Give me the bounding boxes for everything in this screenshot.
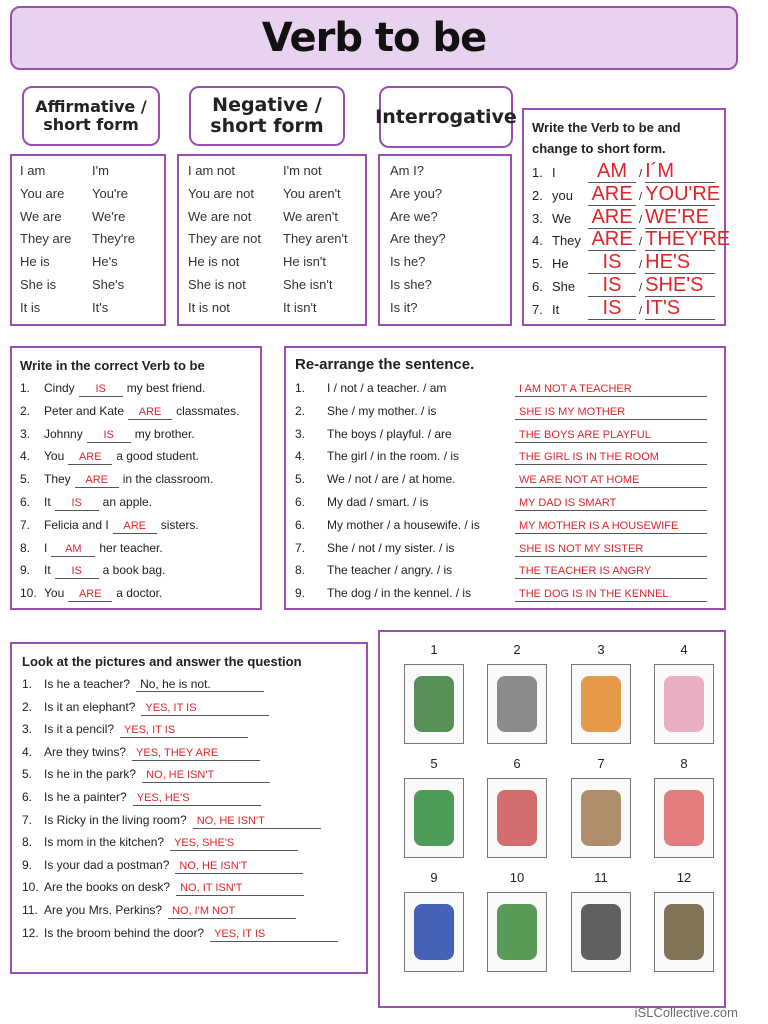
verb-answer: AM (51, 543, 95, 557)
table-cell: Are they? (390, 231, 446, 247)
sentence-prompt: The boys / playful. / are (327, 426, 452, 441)
sentence-answer: SHE IS MY MOTHER (515, 406, 707, 420)
short-form-answer: SHE'S (645, 274, 715, 297)
table-cell: You are (20, 185, 65, 201)
sentence-answer: I AM NOT A TEACHER (515, 383, 707, 397)
item-number: 10. (20, 586, 37, 601)
verb-answer: ARE (128, 406, 172, 420)
item-number: 7. (295, 540, 306, 555)
correct-verb-row (20, 446, 199, 466)
table-cell: Am I? (390, 163, 424, 178)
football-player-shape (414, 676, 454, 732)
picture-question-row (22, 810, 362, 830)
books-icon (487, 892, 547, 972)
short-form-title-2: change to short form. (532, 141, 666, 156)
affirmative-header (22, 86, 160, 146)
question-answer: YES, IT IS (120, 724, 248, 738)
question-text: Is the broom behind the door? (44, 925, 205, 940)
table-cell: It is (20, 299, 41, 315)
table-cell: It is not (188, 299, 230, 315)
sentence-start: You (44, 449, 65, 464)
short-form-answer: IT'S (645, 297, 715, 320)
question-text: Is your dad a postman? (44, 857, 170, 872)
question-answer: YES, SHE'S (170, 837, 298, 851)
sentence-answer: THE DOG IS IN THE KENNEL (515, 588, 707, 602)
rearrange-title: Re-arrange the sentence. (295, 356, 475, 373)
short-form-row (532, 206, 722, 228)
picture-number: 2 (513, 642, 521, 657)
verb-answer: ARE (113, 520, 157, 534)
question-answer: NO, I'M NOT (168, 905, 296, 919)
sentence-prompt: She / my mother. / is (327, 403, 437, 418)
picture-question-row (22, 764, 362, 784)
question-text: Is it a pencil? (44, 722, 115, 737)
interrogative-header-label: Interrogative (375, 105, 517, 128)
sentence-answer: MY DAD IS SMART (515, 497, 707, 511)
businessman-shape (581, 904, 621, 960)
picture-number: 8 (680, 756, 688, 771)
sentence-prompt: My dad / smart. / is (327, 495, 429, 509)
separator: / (636, 236, 646, 249)
item-number: 6. (295, 517, 306, 532)
sentence-answer: THE BOYS ARE PLAYFUL (515, 429, 707, 443)
twins-shape (664, 676, 704, 732)
short-form-answer: THEY'RE (645, 228, 731, 251)
correct-verb-row (20, 378, 205, 398)
table-cell: You are not (188, 185, 255, 201)
rearrange-row (295, 446, 715, 466)
separator: / (636, 304, 646, 317)
item-subject: We (552, 210, 572, 226)
math-board-shape (414, 790, 454, 846)
rearrange-row (295, 424, 715, 444)
item-number: 6. (22, 790, 33, 804)
table-cell: He's (92, 254, 118, 270)
correct-verb-row (20, 424, 195, 444)
painter-icon (487, 778, 547, 858)
rearrange-row (295, 401, 715, 421)
question-answer: NO, HE ISN'T (175, 860, 303, 874)
item-number: 1. (532, 165, 543, 180)
picture-number: 7 (597, 756, 605, 771)
verb-answer: IS (79, 383, 123, 397)
table-cell: We are (20, 208, 62, 224)
question-text: Are you Mrs. Perkins? (44, 903, 163, 917)
living-room-icon (571, 778, 631, 858)
table-cell: He isn't (283, 254, 326, 270)
table-cell: We are not (188, 208, 252, 224)
sentence-prompt: The dog / in the kennel. / is (327, 586, 472, 601)
table-cell: He is not (188, 254, 240, 270)
item-number: 2. (532, 187, 543, 203)
sentence-start: Cindy (44, 381, 75, 395)
sentence-end: her teacher. (99, 540, 163, 555)
item-number: 5. (295, 472, 306, 487)
separator: / (636, 259, 646, 272)
correct-verb-title: Write in the correct Verb to be (20, 358, 205, 373)
picture-question-row (22, 855, 362, 875)
picture-number: 6 (513, 756, 521, 771)
item-number: 6. (295, 495, 306, 509)
picture-question-row (22, 674, 362, 694)
table-cell: He is (20, 254, 50, 270)
table-cell: It's (92, 299, 109, 315)
rearrange-row (295, 583, 715, 603)
item-subject: I (552, 165, 556, 180)
item-number: 11. (22, 903, 38, 917)
item-number: 3. (20, 426, 31, 441)
picture-question-row (22, 787, 362, 807)
sentence-answer: WE ARE NOT AT HOME (515, 474, 707, 488)
pictures-question-title: Look at the pictures and answer the question (22, 654, 302, 669)
question-text: Is Ricky in the living room? (44, 812, 187, 827)
sentence-prompt: She / not / my sister. / is (327, 540, 455, 555)
table-cell: Is he? (390, 254, 426, 270)
verb-answer: IS (588, 251, 636, 274)
question-answer: YES, IT IS (210, 928, 338, 942)
broom-icon (654, 892, 714, 972)
picture-number: 4 (680, 642, 688, 657)
item-number: 3. (532, 210, 543, 226)
picture-question-row (22, 900, 362, 920)
table-cell: I am not (188, 163, 235, 178)
rearrange-row (295, 560, 715, 580)
table-cell: I'm not (283, 163, 322, 178)
negative-header (189, 86, 345, 146)
picture-number: 10 (509, 870, 525, 885)
affirmative-header-label: Affirmative / short form (35, 97, 147, 134)
kitchen-mom-shape (664, 790, 704, 846)
item-number: 7. (22, 812, 33, 827)
elephant-icon (487, 664, 547, 744)
item-number: 3. (295, 426, 306, 441)
question-answer: No, he is not. (136, 678, 264, 692)
sentence-end: a doctor. (116, 586, 163, 601)
table-cell: I am (20, 163, 46, 178)
item-number: 5. (20, 472, 31, 487)
item-number: 4. (22, 744, 33, 759)
sentence-end: my best friend. (126, 381, 206, 395)
item-number: 7. (20, 517, 31, 532)
item-subject: He (552, 256, 569, 272)
separator: / (636, 168, 646, 180)
negative-long-col (188, 160, 261, 320)
verb-answer: ARE (68, 451, 112, 465)
item-number: 6. (20, 495, 31, 509)
separator: / (636, 213, 646, 226)
table-cell: They are (20, 231, 72, 247)
math-board-icon (404, 778, 464, 858)
elephant-shape (497, 676, 537, 732)
sentence-prompt: The teacher / angry. / is (327, 563, 453, 578)
police-officer-shape (414, 904, 454, 960)
question-answer: NO, HE ISN'T (142, 769, 270, 783)
table-cell: You aren't (283, 185, 341, 201)
item-subject: you (552, 187, 573, 203)
question-answer: NO, HE ISN'T (193, 815, 321, 829)
question-text: Is it an elephant? (44, 699, 136, 714)
painter-shape (497, 790, 537, 846)
businessman-icon (571, 892, 631, 972)
sentence-end: my brother. (134, 426, 195, 441)
interrogative-header (375, 86, 517, 148)
item-number: 9. (20, 563, 31, 578)
page-title: Verb to be (261, 15, 487, 61)
short-form-row (532, 183, 722, 205)
picture-number: 9 (430, 870, 438, 885)
verb-answer: ARE (588, 183, 636, 206)
item-number: 1. (20, 381, 31, 395)
table-cell: Is she? (390, 276, 432, 292)
sentence-end: a good student. (116, 449, 199, 464)
question-text: Are they twins? (44, 744, 127, 759)
picture-question-row (22, 832, 362, 852)
negative-header-label: Negative / short form (210, 94, 324, 137)
sentence-prompt: I / not / a teacher. / am (327, 381, 447, 395)
sentence-answer: THE TEACHER IS ANGRY (515, 565, 707, 579)
question-answer: YES, HE'S (133, 792, 261, 806)
item-number: 2. (20, 403, 31, 418)
correct-verb-row (20, 560, 165, 580)
item-number: 4. (532, 233, 543, 249)
item-number: 2. (22, 699, 33, 714)
negative-short-col (283, 160, 348, 320)
verb-answer: ARE (75, 474, 119, 488)
item-number: 8. (295, 563, 306, 578)
verb-answer: IS (588, 274, 636, 297)
affirmative-short-col (92, 160, 135, 320)
rearrange-row (295, 469, 715, 489)
picture-number: 1 (430, 642, 438, 657)
table-cell: They're (92, 231, 135, 247)
separator: / (636, 282, 646, 294)
sentence-end: in the classroom. (122, 472, 214, 487)
question-text: Is he a painter? (44, 790, 127, 804)
picture-number: 12 (676, 870, 692, 885)
picture-question-row (22, 923, 362, 943)
watermark: iSLCollective.com (634, 1005, 738, 1020)
table-cell: She's (92, 276, 125, 292)
table-cell: Is it? (390, 299, 418, 315)
sentence-start: You (44, 586, 65, 601)
picture-question-row (22, 742, 362, 762)
sentence-start: I (44, 540, 48, 555)
short-form-row (532, 297, 722, 319)
item-number: 1. (22, 677, 33, 691)
short-form-answer: I´M (645, 160, 715, 183)
verb-answer: ARE (588, 206, 636, 229)
item-number: 4. (20, 449, 31, 464)
picture-number: 5 (430, 756, 438, 771)
books-shape (497, 904, 537, 960)
rearrange-row (295, 378, 715, 398)
table-cell: I'm (92, 163, 109, 178)
short-form-row (532, 160, 722, 182)
item-number: 2. (295, 403, 306, 418)
table-cell: You're (92, 185, 128, 201)
pencil-shape (581, 676, 621, 732)
short-form-row (532, 274, 722, 296)
table-cell: Are we? (390, 208, 438, 224)
living-room-shape (581, 790, 621, 846)
interrogative-col (390, 160, 446, 320)
short-form-answer: WE'RE (645, 206, 715, 229)
verb-answer: AM (588, 160, 636, 183)
separator: / (636, 190, 646, 203)
item-number: 5. (22, 767, 33, 782)
verb-answer: ARE (68, 588, 112, 602)
short-form-answer: HE'S (645, 251, 715, 274)
item-subject: She (552, 279, 576, 294)
correct-verb-row (20, 583, 162, 603)
pencil-icon (571, 664, 631, 744)
item-number: 7. (532, 301, 543, 317)
item-subject: They (552, 233, 581, 249)
picture-question-row (22, 877, 362, 897)
question-answer: YES, THEY ARE (132, 747, 260, 761)
item-subject: It (552, 301, 560, 317)
table-cell: It isn't (283, 299, 317, 315)
rearrange-row (295, 538, 715, 558)
sentence-start: Johnny (44, 426, 83, 441)
item-number: 10. (22, 880, 39, 895)
sentence-start: Peter and Kate (44, 403, 125, 418)
item-number: 3. (22, 722, 33, 737)
correct-verb-row (20, 469, 213, 489)
table-cell: They are not (188, 231, 261, 247)
verb-answer: IS (55, 565, 99, 579)
correct-verb-row (20, 492, 152, 512)
question-answer: NO, IT ISN'T (176, 882, 304, 896)
verb-answer: IS (55, 497, 99, 511)
item-number: 1. (295, 381, 306, 395)
table-cell: We aren't (283, 208, 338, 224)
item-number: 4. (295, 449, 306, 464)
sentence-prompt: My mother / a housewife. / is (327, 517, 480, 532)
sentence-start: They (44, 472, 71, 487)
kitchen-mom-icon (654, 778, 714, 858)
sentence-answer: THE GIRL IS IN THE ROOM (515, 451, 707, 465)
item-number: 5. (532, 256, 543, 272)
item-number: 6. (532, 279, 543, 294)
verb-answer: ARE (588, 228, 636, 251)
question-answer: YES, IT IS (141, 702, 269, 716)
question-text: Is he in the park? (44, 767, 137, 782)
question-text: Is mom in the kitchen? (44, 835, 165, 850)
sentence-end: sisters. (160, 517, 199, 532)
sentence-answer: MY MOTHER IS A HOUSEWIFE (515, 520, 707, 534)
question-text: Are the books on desk? (44, 880, 171, 895)
sentence-prompt: We / not / are / at home. (327, 472, 456, 487)
sentence-start: It (44, 563, 51, 578)
correct-verb-row (20, 538, 163, 558)
sentence-answer: SHE IS NOT MY SISTER (515, 543, 707, 557)
item-number: 8. (22, 835, 33, 850)
picture-number: 3 (597, 642, 605, 657)
sentence-end: classmates. (176, 403, 240, 418)
table-cell: She isn't (283, 276, 333, 292)
rearrange-row (295, 515, 715, 535)
rearrange-row (295, 492, 715, 512)
sentence-start: Felicia and I (44, 517, 109, 532)
item-number: 12. (22, 925, 39, 940)
correct-verb-row (20, 401, 239, 421)
verb-answer: IS (588, 297, 636, 320)
table-cell: She is not (188, 276, 246, 292)
table-cell: They aren't (283, 231, 348, 247)
short-form-answer: YOU'RE (645, 182, 721, 205)
short-form-title-1: Write the Verb to be and (532, 120, 681, 135)
broom-shape (664, 904, 704, 960)
short-form-row (532, 228, 731, 251)
sentence-start: It (44, 495, 51, 509)
twins-icon (654, 664, 714, 744)
page-title-banner (10, 6, 738, 70)
sentence-end: a book bag. (102, 563, 166, 578)
picture-number: 11 (594, 870, 608, 885)
affirmative-long-col (20, 160, 71, 320)
table-cell: She is (20, 276, 57, 292)
item-number: 9. (22, 857, 33, 872)
picture-question-row (22, 719, 362, 739)
football-player-icon (404, 664, 464, 744)
verb-answer: IS (87, 429, 131, 443)
item-number: 9. (295, 586, 306, 601)
table-cell: We're (92, 208, 126, 224)
sentence-prompt: The girl / in the room. / is (327, 449, 460, 464)
item-number: 8. (20, 540, 31, 555)
police-officer-icon (404, 892, 464, 972)
short-form-row (532, 251, 722, 273)
question-text: Is he a teacher? (44, 677, 131, 691)
correct-verb-row (20, 515, 199, 535)
table-cell: Are you? (390, 185, 443, 201)
picture-question-row (22, 697, 362, 717)
sentence-end: an apple. (102, 495, 153, 509)
